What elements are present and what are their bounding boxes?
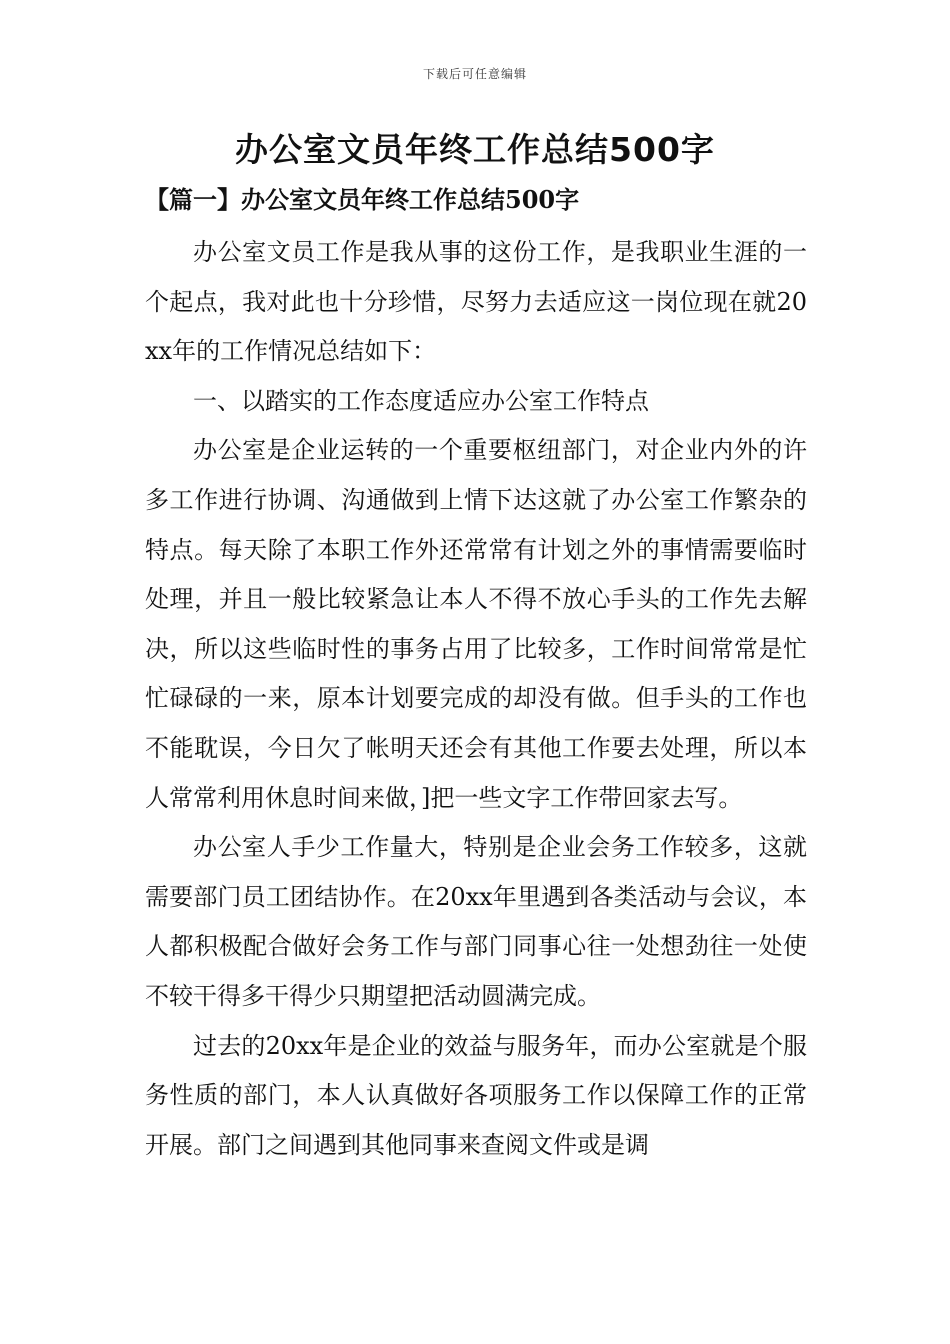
document-body xyxy=(145,228,807,1170)
header-note: 下载后可任意编辑 xyxy=(422,67,527,81)
paragraph-service: 过去的20xx年是企业的效益与服务年，而办公室就是个服务性质的部门，本人认真做好各项服务工作以保障工作的正常开展。部门之间遇到其他同事来查阅文件或是调 xyxy=(145,1031,807,1159)
section-heading: 【篇一】办公室文员年终工作总结500字 xyxy=(145,185,580,214)
document-title: 办公室文员年终工作总结500字 xyxy=(235,130,715,169)
paragraph-office-role: 办公室是企业运转的一个重要枢纽部门，对企业内外的许多工作进行协调、沟通做到上情下达这就了办公室工作繁杂的特点。每天除了本职工作外还常常有计划之外的事情需要临时处理，并且一般比较紧急让本人不得不放心手头的工作先去解决，所以这些临时性的事务占用了比较多，工作时间常常是忙忙碌碌的一来，原本计划要完成的却没有做。但手头的工作也不能耽误，今日欠了帐明天还会有其他工作要去处理，所以本人常常利用休息时间来做，]把一些文字工作带回家去写。 xyxy=(145,436,807,812)
paragraph-teamwork: 办公室人手少工作量大，特别是企业会务工作较多，这就需要部门员工团结协作。在20xx年里遇到各类活动与会议，本人都积极配合做好会务工作与部门同事心往一处想劲往一处使不较干得多干得少只期望把活动圆满完成。 xyxy=(145,833,807,1010)
paragraph-intro: 办公室文员工作是我从事的这份工作，是我职业生涯的一个起点，我对此也十分珍惜，尽努力去适应这一岗位现在就20xx年的工作情况总结如下： xyxy=(145,238,807,366)
paragraph-subheading: 一、以踏实的工作态度适应办公室工作特点 xyxy=(193,386,649,415)
